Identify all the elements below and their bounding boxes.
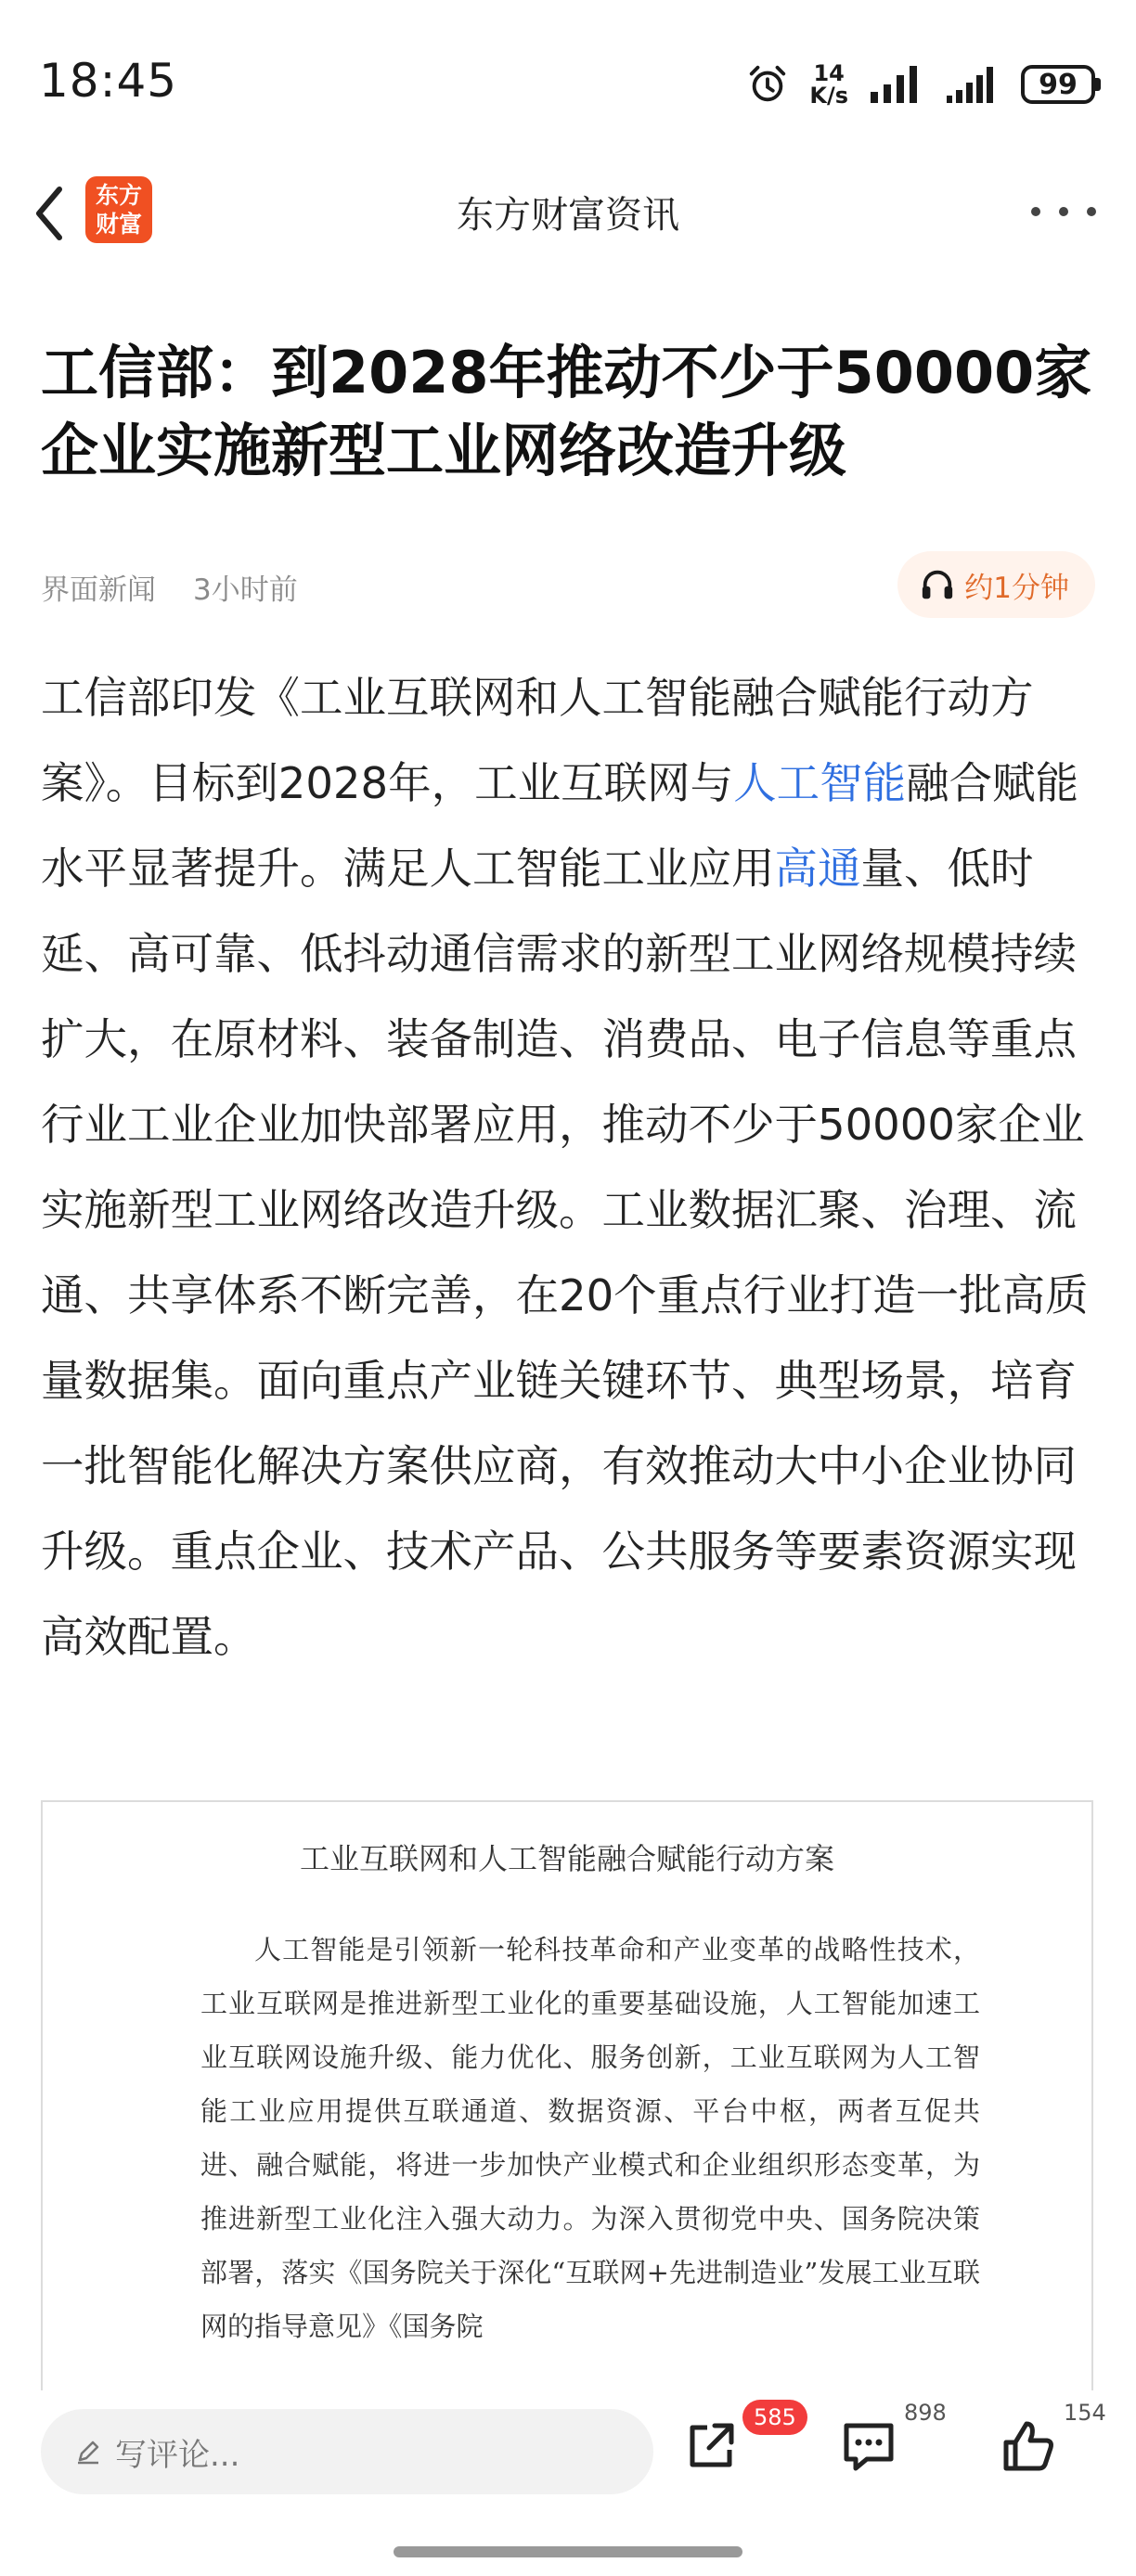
- document-title: 工业互联网和人工智能融合赋能行动方案: [299, 1841, 834, 1876]
- comments-button[interactable]: [839, 2416, 904, 2481]
- article-body: [41, 655, 1099, 1680]
- stock-link-ai[interactable]: 人工智能: [733, 758, 907, 808]
- app-logo-line1: 东方: [95, 182, 142, 209]
- share-button[interactable]: [681, 2416, 746, 2481]
- home-indicator[interactable]: [394, 2546, 742, 2557]
- signal-icon-secondary: [945, 64, 1000, 105]
- network-speed-unit: K/s: [809, 83, 848, 109]
- status-bar: [0, 0, 1136, 167]
- listen-button[interactable]: [897, 551, 1095, 618]
- nav-bar: [0, 167, 1136, 260]
- nav-title: 东方财富资讯: [457, 194, 679, 237]
- listen-duration: 约1分钟: [964, 571, 1069, 605]
- more-icon[interactable]: [1028, 200, 1099, 223]
- document-image[interactable]: [41, 1800, 1093, 2394]
- article-body-part1: 工信部印发《工业互联网和人工智能融合赋能行动方案》。目标到2028年，工业互联网与: [41, 673, 1034, 808]
- pen-icon: [74, 2438, 102, 2466]
- headphones-icon: [920, 567, 955, 602]
- thumbs-up-icon: [999, 2416, 1058, 2476]
- article-body-part3: 量、低时延、高可靠、低抖动通信需求的新型工业网络规模持续扩大，在原材料、装备制造、消费品、电子信息等重点行业工业企业加快部署应用，推动不少于50000家企业实施新型工业网络改造升级。工业数据汇聚、治理、流通、共享体系不断完善，在20个重点行业打造一批高质量数据集。面向重点产业链关键环节、典型场景，培育一批智能化解决方案供应商，有效推动大中小企业协同升级。重点企业、技术产品、公共服务等要素资源实现高效配置。: [41, 844, 1089, 1662]
- battery-level: 99: [1039, 68, 1078, 101]
- comment-placeholder: 写评论...: [115, 2436, 240, 2474]
- status-time: 18:45: [39, 54, 178, 108]
- article-title: 工信部：到2028年推动不少于50000家企业实施新型工业网络改造升级: [41, 339, 1092, 484]
- like-count: 154: [1064, 2400, 1106, 2426]
- like-button[interactable]: [999, 2416, 1064, 2481]
- network-speed-value: 14: [813, 60, 845, 86]
- share-badge: 585: [742, 2400, 807, 2435]
- article-meta: [41, 557, 1095, 616]
- article-source[interactable]: 界面新闻: [41, 573, 156, 607]
- bottom-bar: [0, 2390, 1136, 2576]
- stock-link-gaotong[interactable]: 高通: [774, 844, 861, 894]
- signal-icon: [869, 64, 924, 105]
- comment-input[interactable]: [41, 2409, 653, 2494]
- document-text: 人工智能是引领新一轮科技革命和产业变革的战略性技术，工业互联网是推进新型工业化的重要基础设施，人工智能加速工业互联网设施升级、能力优化、服务创新，工业互联网为人工智能工业应用提供互联通道、数据资源、平台中枢，两者互促共进、融合赋能，将进一步加快产业模式和企业组织形态变革，为推进新型工业化注入强大动力。为深入贯彻党中央、国务院决策部署，落实《国务院关于深化“互联网+先进制造业”发展工业互联网的指导意见》《国务院: [200, 1934, 980, 2342]
- app-logo-line2: 财富: [95, 211, 142, 238]
- status-icons: [746, 59, 1095, 109]
- alarm-icon: [746, 63, 789, 106]
- comment-icon: [839, 2416, 898, 2476]
- battery-icon: [1021, 65, 1095, 104]
- comment-count: 898: [904, 2400, 947, 2426]
- article-body-part2: 融合赋能水平显著提升。满足人工智能工业应用: [41, 758, 1079, 894]
- network-speed: [809, 62, 848, 107]
- share-icon: [681, 2416, 741, 2476]
- article-time: 3小时前: [193, 573, 298, 607]
